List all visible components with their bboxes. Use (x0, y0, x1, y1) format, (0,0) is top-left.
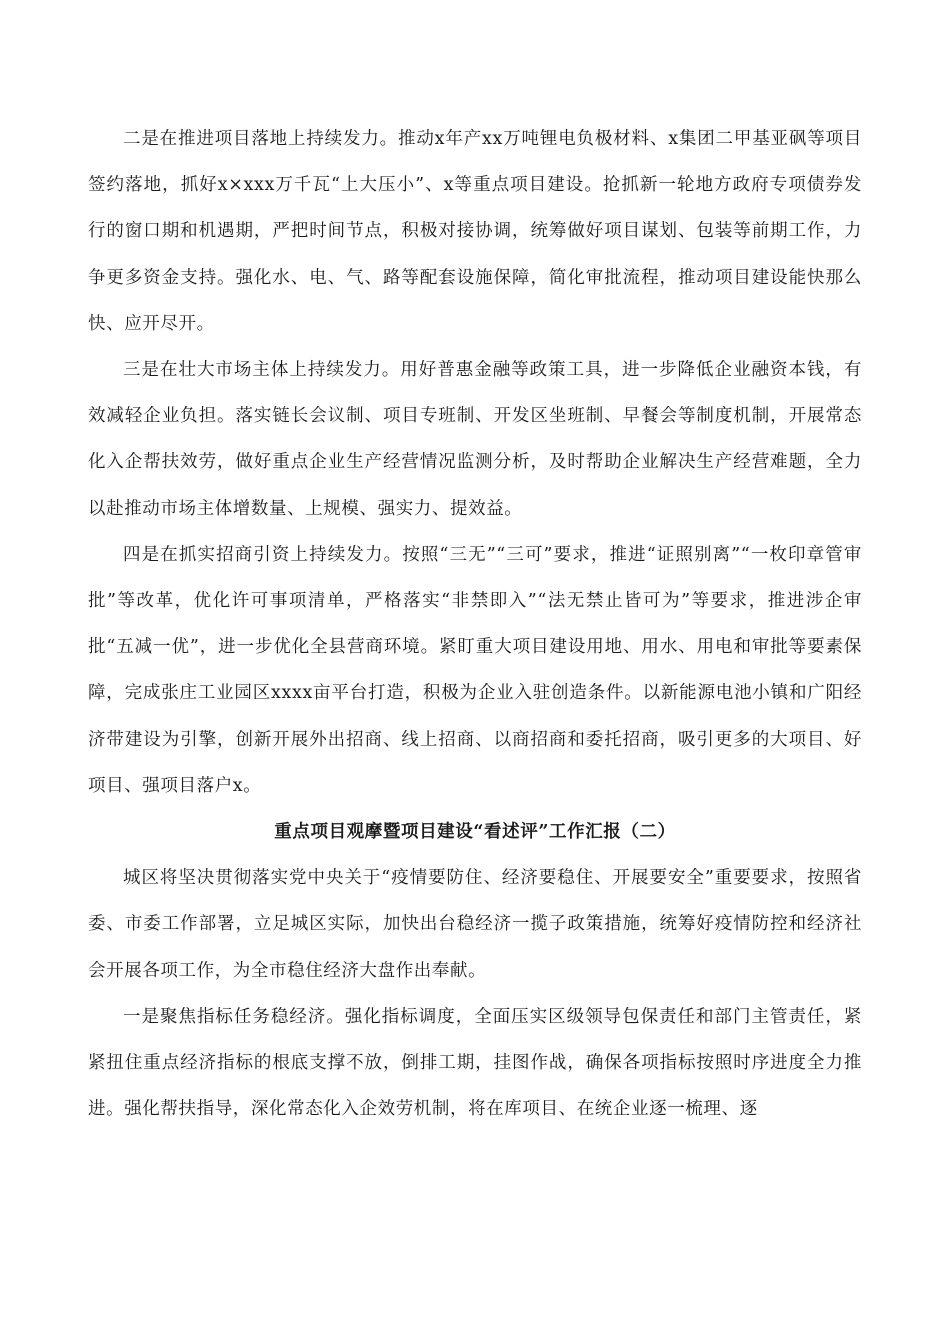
section-heading: 重点项目观摩暨项目建设“看述评”工作汇报（二） (274, 822, 676, 843)
paragraph-investment-attraction: 四是在抓实招商引资上持续发力。按照“三无”“三可”要求，推进“证照别离”“一枚印章管审批”等改革，优化许可事项清单，严格落实“非禁即入”“法无禁止皆可为”等要求，推进涉企审批“五减一优”，进一步优化全县营商环境。紧盯重大项目建设用地、用水、用电和审批等要素保障，完成张庄工业园区xxxx亩平台打造，积极为企业入驻创造条件。以新能源电池小镇和广阳经济带建设为引擎，创新开展外出招商、线上招商、以商招商和委托招商，吸引更多的大项目、好项目、强项目落户x。 (88, 544, 862, 796)
paragraph-intro: 城区将坚决贯彻落实党中央关于“疫情要防住、经济要稳住、开展要安全”重要要求，按照省委、市委工作部署，立足城区实际，加快出台稳经济一揽子政策措施，统筹好疫情防控和经济社会开展各项工作，为全市稳住经济大盘作出奉献。 (88, 868, 862, 981)
paragraph-project-landing: 二是在推进项目落地上持续发力。推动x年产xx万吨锂电负极材料、x集团二甲基亚砜等项目签约落地，抓好x×xxx万千瓦“上大压小”、x等重点项目建设。抢抓新一轮地方政府专项债券发行的窗口期和机遇期，严把时间节点，积极对接协调，统筹做好项目谋划、包装等前期工作，力争更多资金支持。强化水、电、气、路等配套设施保障，简化审批流程，推动项目建设能快那么快、应开尽开。 (88, 129, 862, 334)
document-body (88, 116, 862, 1132)
paragraph-market-entities: 三是在壮大市场主体上持续发力。用好普惠金融等政策工具，进一步降低企业融资本钱，有效减轻企业负担。落实链长会议制、项目专班制、开发区坐班制、早餐会等制度机制，开展常态化入企帮扶效劳，做好重点企业生产经营情况监测分析，及时帮助企业解决生产经营难题，全力以赴推动市场主体增数量、上规模、强实力、提效益。 (88, 360, 862, 519)
paragraph-stabilize-economy: 一是聚焦指标任务稳经济。强化指标调度，全面压实区级领导包保责任和部门主管责任，紧紧扭住重点经济指标的根底支撑不放，倒排工期，挂图作战，确保各项指标按照时序进度全力推进。强化帮扶指导，深化常态化入企效劳机制，将在库项目、在统企业逐一梳理、逐 (88, 1006, 862, 1120)
